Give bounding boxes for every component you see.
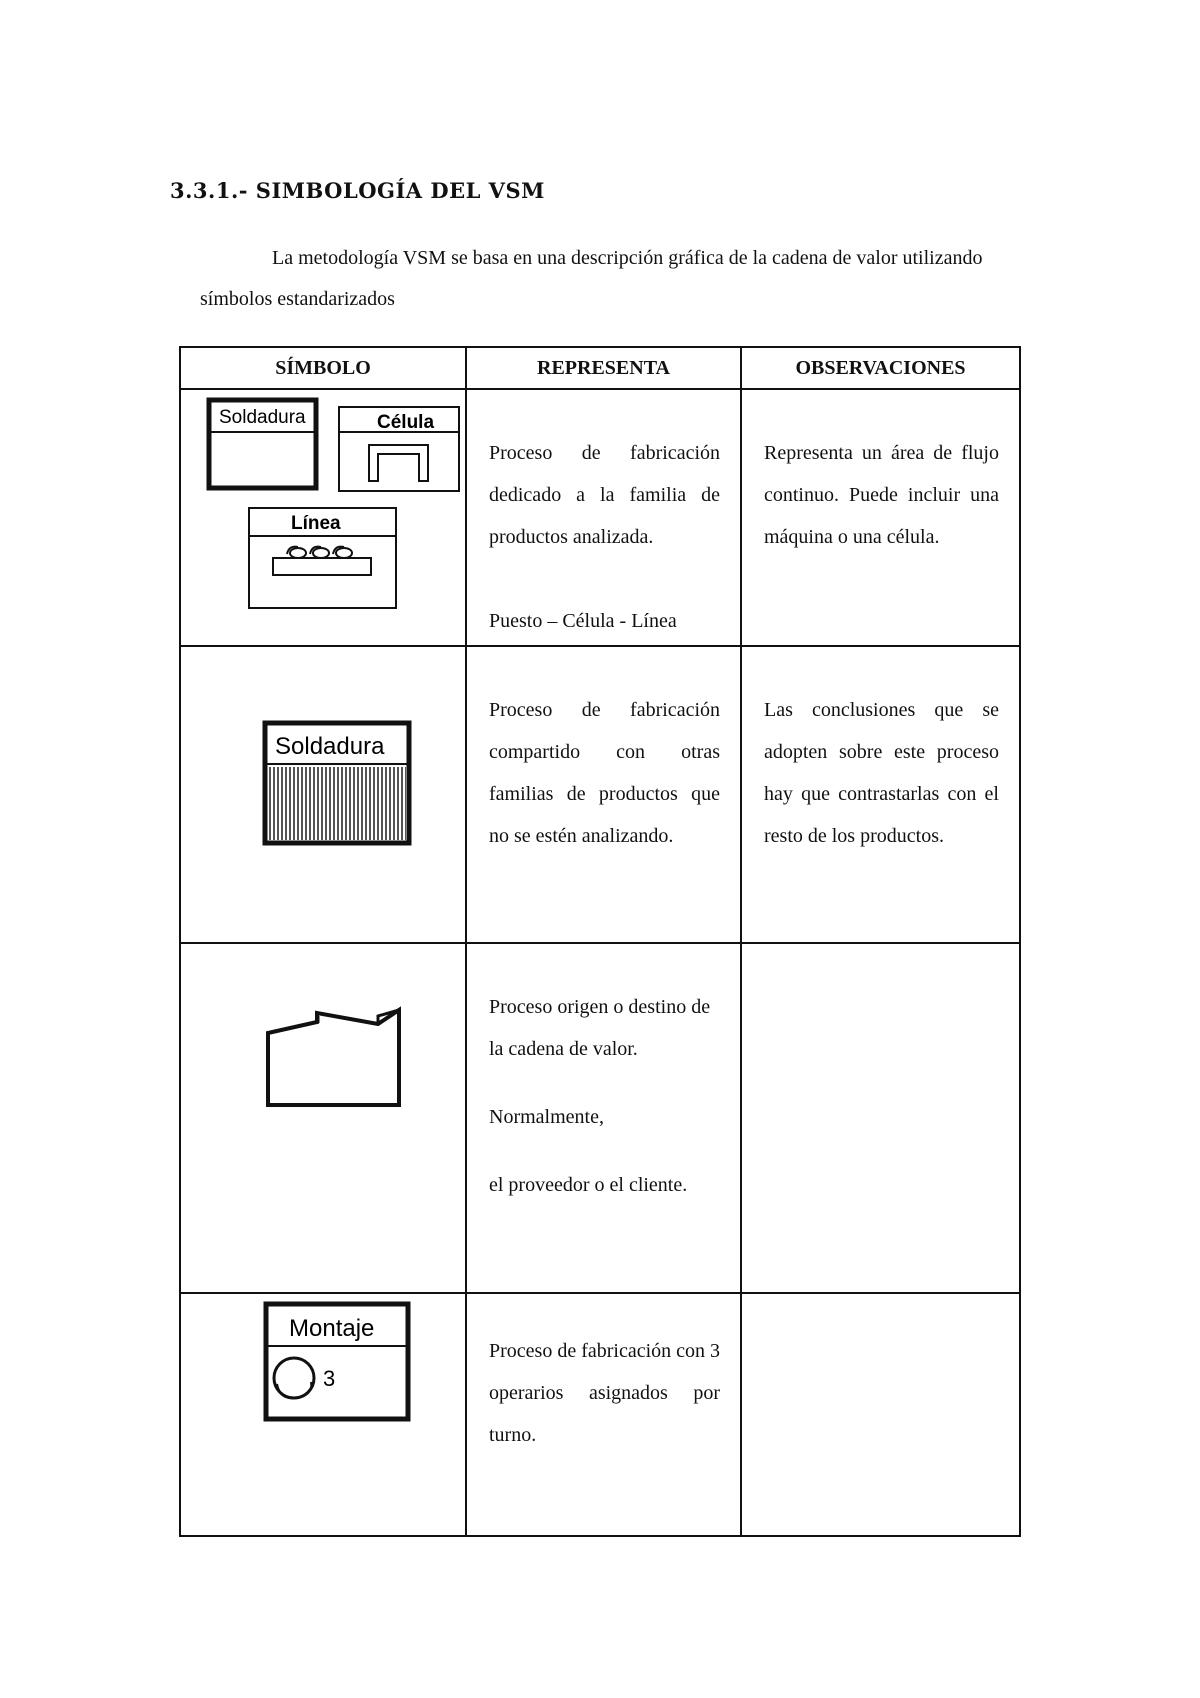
montaje-label: Montaje — [289, 1315, 375, 1342]
soldadura-shared-label: Soldadura — [275, 733, 385, 760]
symbol-cell — [180, 1293, 466, 1536]
symbol-cell — [180, 646, 466, 943]
table-row — [180, 1293, 1020, 1536]
represents-cell: Proceso de fabricación dedicado a la familia de productos analizada. Puesto – Célula - Línea — [466, 389, 741, 646]
linea-label: Línea — [291, 513, 341, 534]
observations-cell — [741, 1293, 1020, 1536]
assembly-operators-icon — [181, 1294, 467, 1530]
factory-icon — [181, 944, 467, 1284]
soldadura-label: Soldadura — [219, 407, 306, 428]
process-box-icons — [181, 390, 467, 640]
celula-label: Célula — [377, 412, 435, 433]
soldadura-box-icon — [209, 400, 316, 488]
linea-box-icon — [249, 508, 396, 608]
vsm-symbol-table — [179, 346, 1021, 1537]
symbol-cell — [180, 389, 466, 646]
operator-count: 3 — [323, 1366, 336, 1391]
table-row — [180, 943, 1020, 1293]
table-row — [180, 646, 1020, 943]
observations-cell: Representa un área de flujo continuo. Puede incluir una máquina o una célula. — [741, 389, 1020, 646]
section-heading: 3.3.1.- SIMBOLOGÍA DEL VSM — [170, 178, 545, 203]
represents-cell: Proceso de fabricación compartido con otras familias de productos que no se estén analizando. — [466, 646, 741, 943]
table-header-row — [180, 347, 1020, 389]
observations-cell: Las conclusiones que se adopten sobre este proceso hay que contrastarlas con el resto de los productos. — [741, 646, 1020, 943]
observations-cell — [741, 943, 1020, 1293]
symbol-cell — [180, 943, 466, 1293]
represents-cell: Proceso de fabricación con 3 operarios asignados por turno. — [466, 1293, 741, 1536]
represents-cell: Proceso origen o destino de la cadena de valor. Normalmente, el proveedor o el cliente. — [466, 943, 741, 1293]
header-symbol: SÍMBOLO — [180, 347, 466, 389]
table-row — [180, 389, 1020, 646]
header-observations: OBSERVACIONES — [741, 347, 1020, 389]
celula-box-icon — [339, 407, 459, 491]
shared-process-icon — [181, 647, 467, 937]
header-represents: REPRESENTA — [466, 347, 741, 389]
intro-paragraph: La metodología VSM se basa en una descripción gráfica de la cadena de valor utilizando símbolos estandarizados — [200, 247, 983, 310]
